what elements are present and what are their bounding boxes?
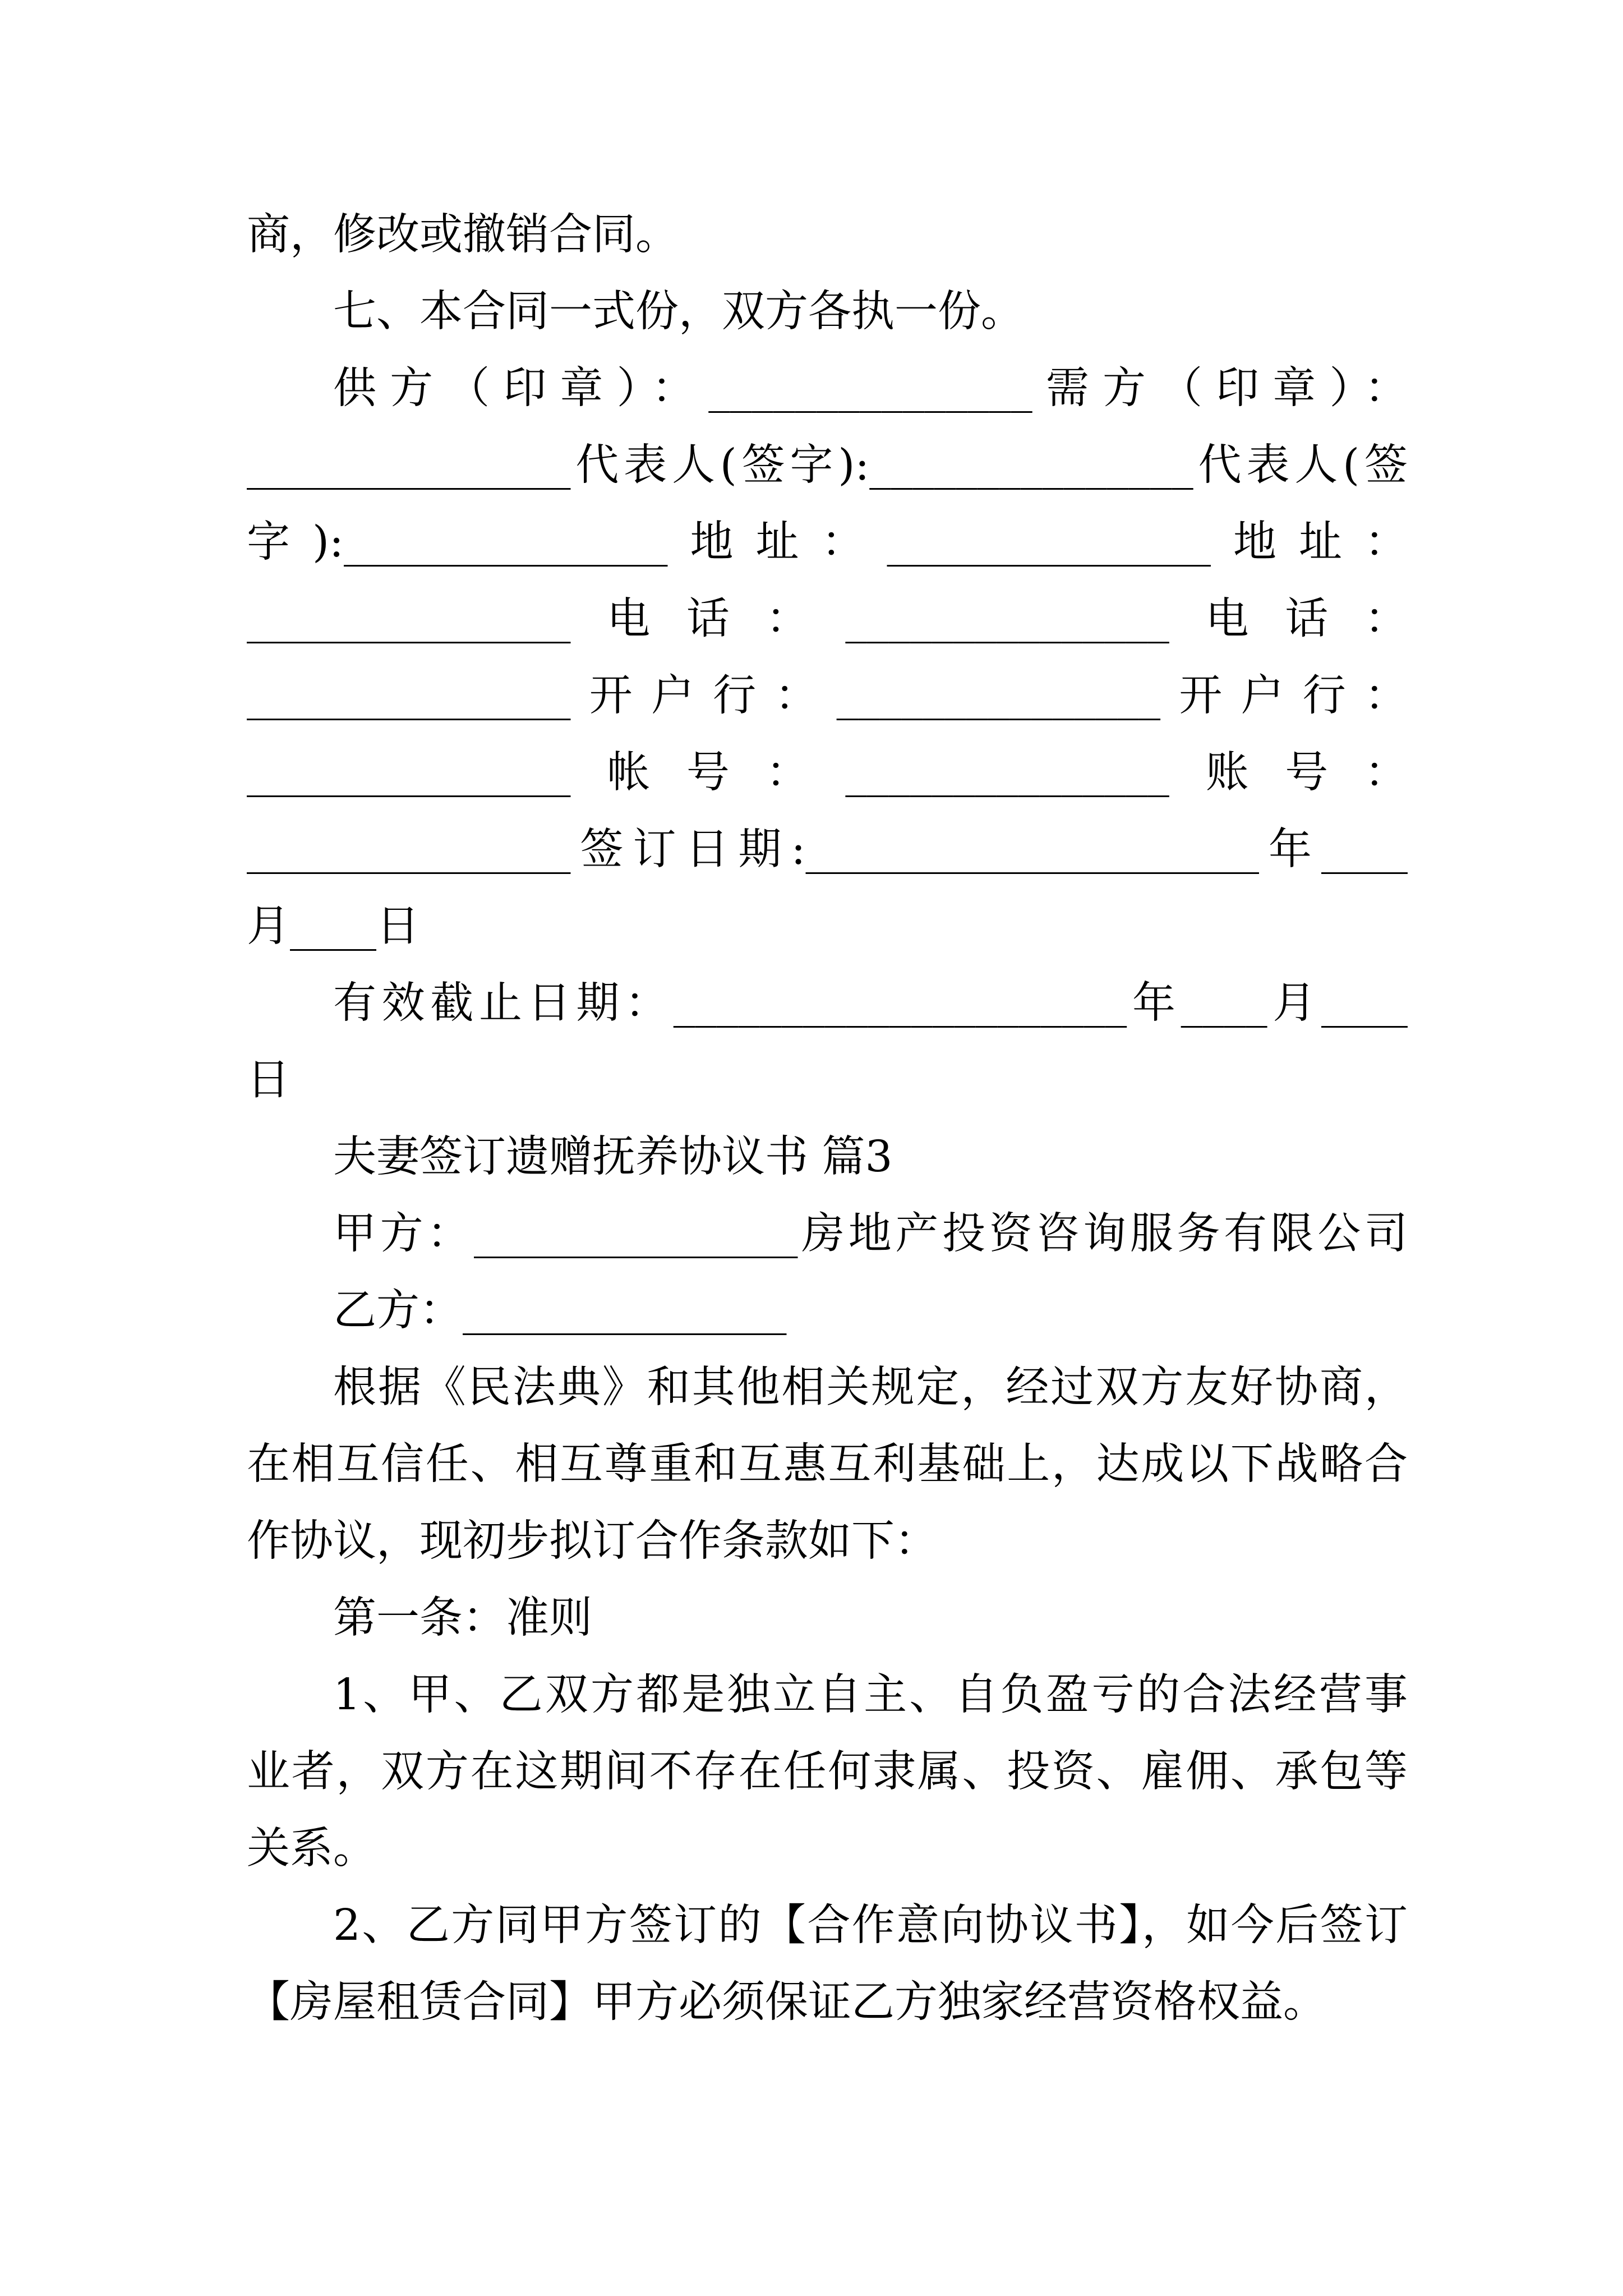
document-line: 作协议，现初步拟订合作条款如下： <box>247 1516 938 1566</box>
document-line: 在相互信任、相互尊重和互惠互利基础上，达成以下战略合 <box>247 1439 1408 1489</box>
document-line: 七、本合同一式份，双方各执一份。 <box>333 287 1024 337</box>
document-line: 1、甲、乙双方都是独立自主、自负盈亏的合法经营事 <box>333 1670 1408 1720</box>
document-line: 日 <box>247 1055 290 1105</box>
document-line: 供方（印章）：_______________需方（印章）： <box>333 364 1408 413</box>
document-line: _______________代表人(签字):_______________代表人(签 <box>247 440 1408 490</box>
document-line: 2、乙方同甲方签订的【合作意向协议书】，如今后签订 <box>333 1901 1408 1950</box>
document-line: 甲方：_______________房地产投资咨询服务有限公司 <box>333 1209 1408 1259</box>
document-body <box>247 196 1408 2041</box>
document-line: 商，修改或撤销合同。 <box>247 210 679 260</box>
document-line: 乙方：_______________ <box>333 1286 787 1336</box>
document-line: _______________帐号：_______________账号： <box>247 748 1408 798</box>
document-line: 【房屋租赁合同】甲方必须保证乙方独家经营资格权益。 <box>247 1977 1326 2027</box>
document-line: 关系。 <box>247 1824 376 1874</box>
document-line: _______________开户行：_______________开户行： <box>247 671 1408 721</box>
document-line: 字):_______________地址：_______________地址： <box>247 517 1408 567</box>
document-line: 夫妻签订遗赠抚养协议书 篇3 <box>333 1132 893 1182</box>
document-line: _______________签订日期:_____________________年____ <box>247 825 1408 875</box>
document-line: 有效截止日期：_____________________年____月____ <box>333 978 1408 1028</box>
document-line: _______________电话：_______________电话： <box>247 594 1408 644</box>
document-line: 根据《民法典》和其他相关规定，经过双方友好协商， <box>333 1363 1408 1412</box>
document-line: 业者，双方在这期间不存在任何隶属、投资、雇佣、承包等 <box>247 1747 1408 1797</box>
document-line: 第一条：准则 <box>333 1593 592 1643</box>
document-line: 月____日 <box>247 901 419 951</box>
